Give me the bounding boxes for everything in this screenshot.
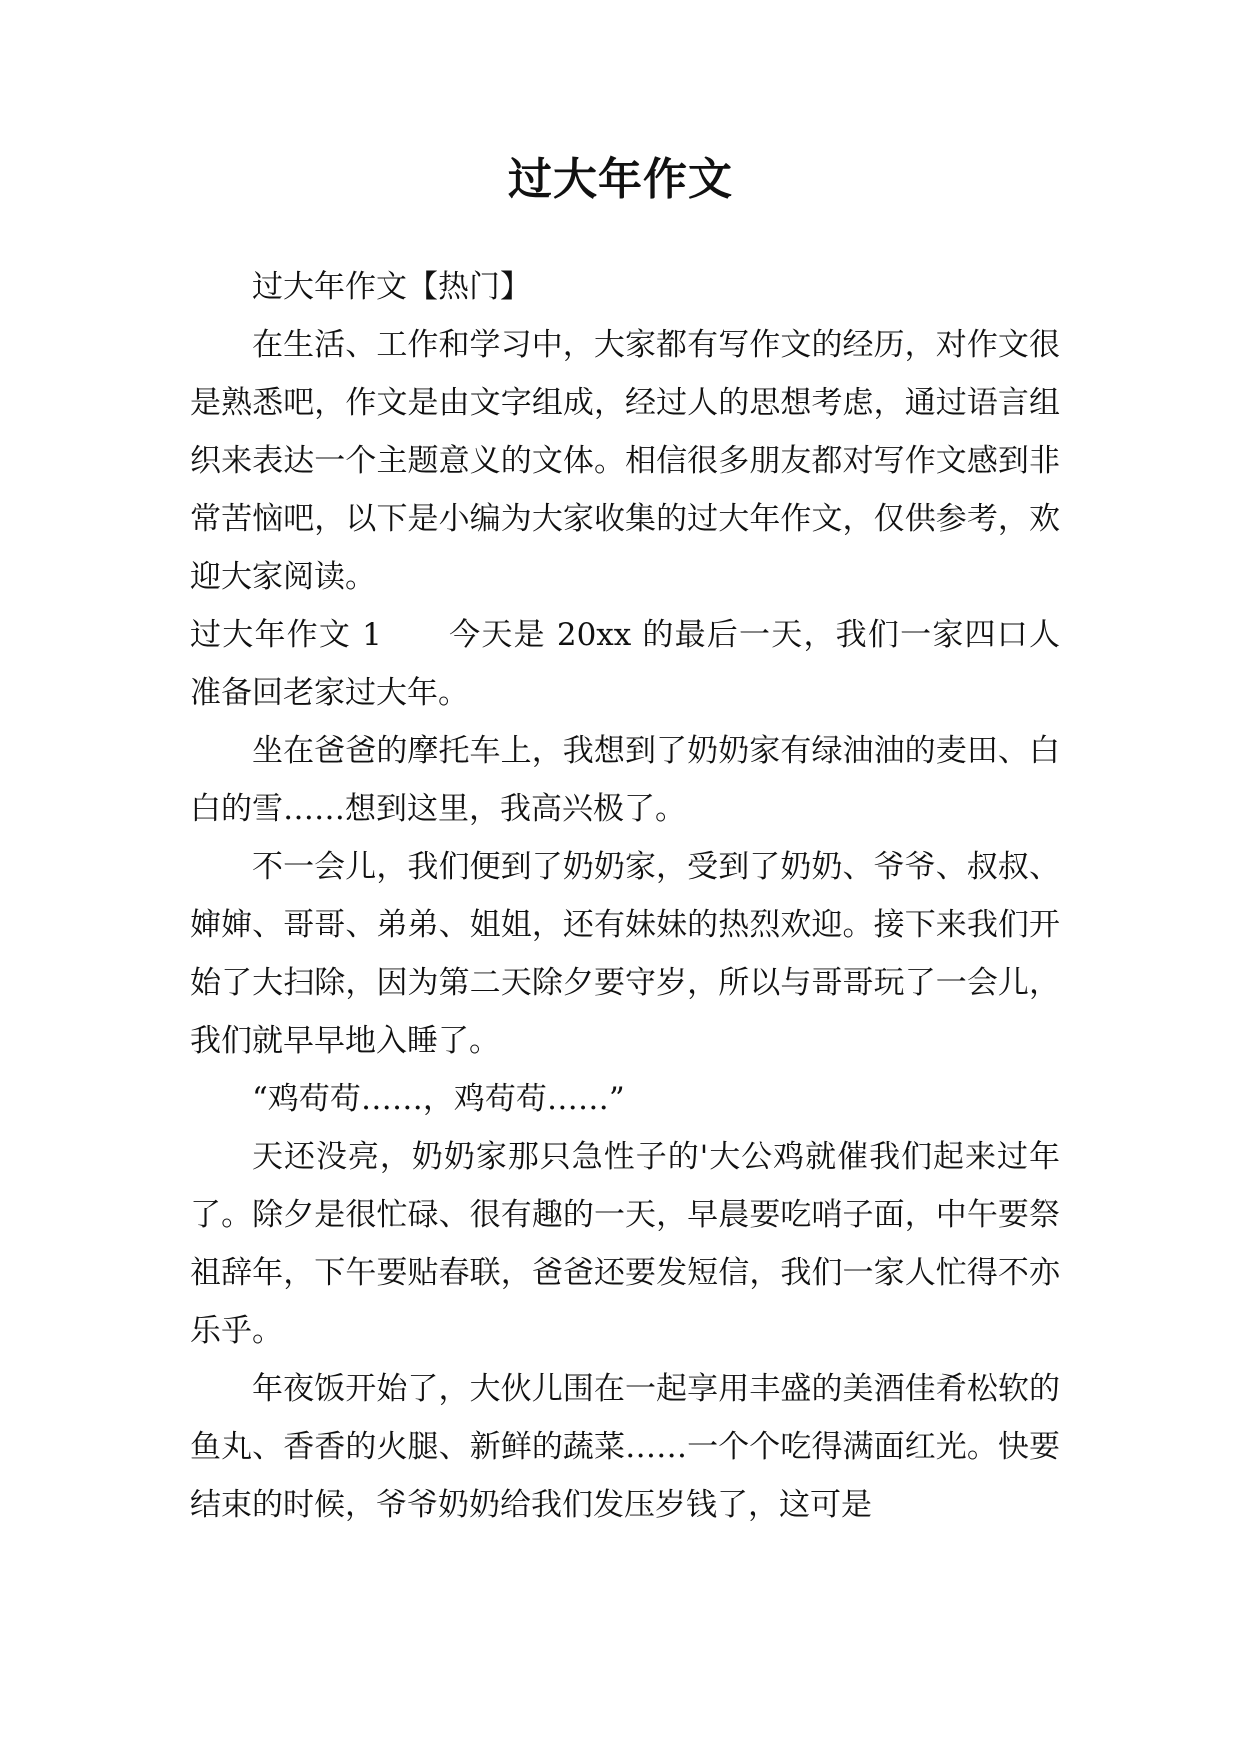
essay-1-paragraph [190,606,1060,722]
document-body [190,258,1060,1534]
paragraph-arrival: 不一会儿，我们便到了奶奶家，受到了奶奶、爷爷、叔叔、婶婶、哥哥、弟弟、姐姐，还有妹妹的热烈欢迎。接下来我们开始了大扫除，因为第二天除夕要守岁，所以与哥哥玩了一会儿，我们就早早地入睡了。 [190,849,1060,1059]
paragraph-motorcycle: 坐在爸爸的摩托车上，我想到了奶奶家有绿油油的麦田、白白的雪……想到这里，我高兴极了。 [190,733,1060,827]
subtitle-paragraph: 过大年作文【热门】 [252,269,531,305]
paragraph-rooster-sound: “鸡苟苟……，鸡苟苟……” [252,1081,625,1117]
document-title: 过大年作文 [508,154,733,205]
intro-paragraph: 在生活、工作和学习中，大家都有写作文的经历，对作文很是熟悉吧，作文是由文字组成，经过人的思想考虑，通过语言组织来表达一个主题意义的文体。相信很多朋友都对写作文感到非常苦恼吧，以下是小编为大家收集的过大年作文，仅供参考，欢迎大家阅读。 [190,327,1060,595]
essay-1-heading: 过大年作文 1 [190,617,382,653]
essay-1-opening: 今天是 20xx 的最后一天，我们一家四口人准备回老家过大年。 [190,617,1060,711]
paragraph-new-year-eve: 天还没亮，奶奶家那只急性子的'大公鸡就催我们起来过年了。除夕是很忙碌、很有趣的一天，早晨要吃哨子面，中午要祭祖辞年，下午要贴春联，爸爸还要发短信，我们一家人忙得不亦乐乎。 [190,1139,1060,1349]
paragraph-dinner: 年夜饭开始了，大伙儿围在一起享用丰盛的美酒佳肴松软的鱼丸、香香的火腿、新鲜的蔬菜……一个个吃得满面红光。快要结束的时候，爷爷奶奶给我们发压岁钱了，这可是 [190,1371,1060,1523]
